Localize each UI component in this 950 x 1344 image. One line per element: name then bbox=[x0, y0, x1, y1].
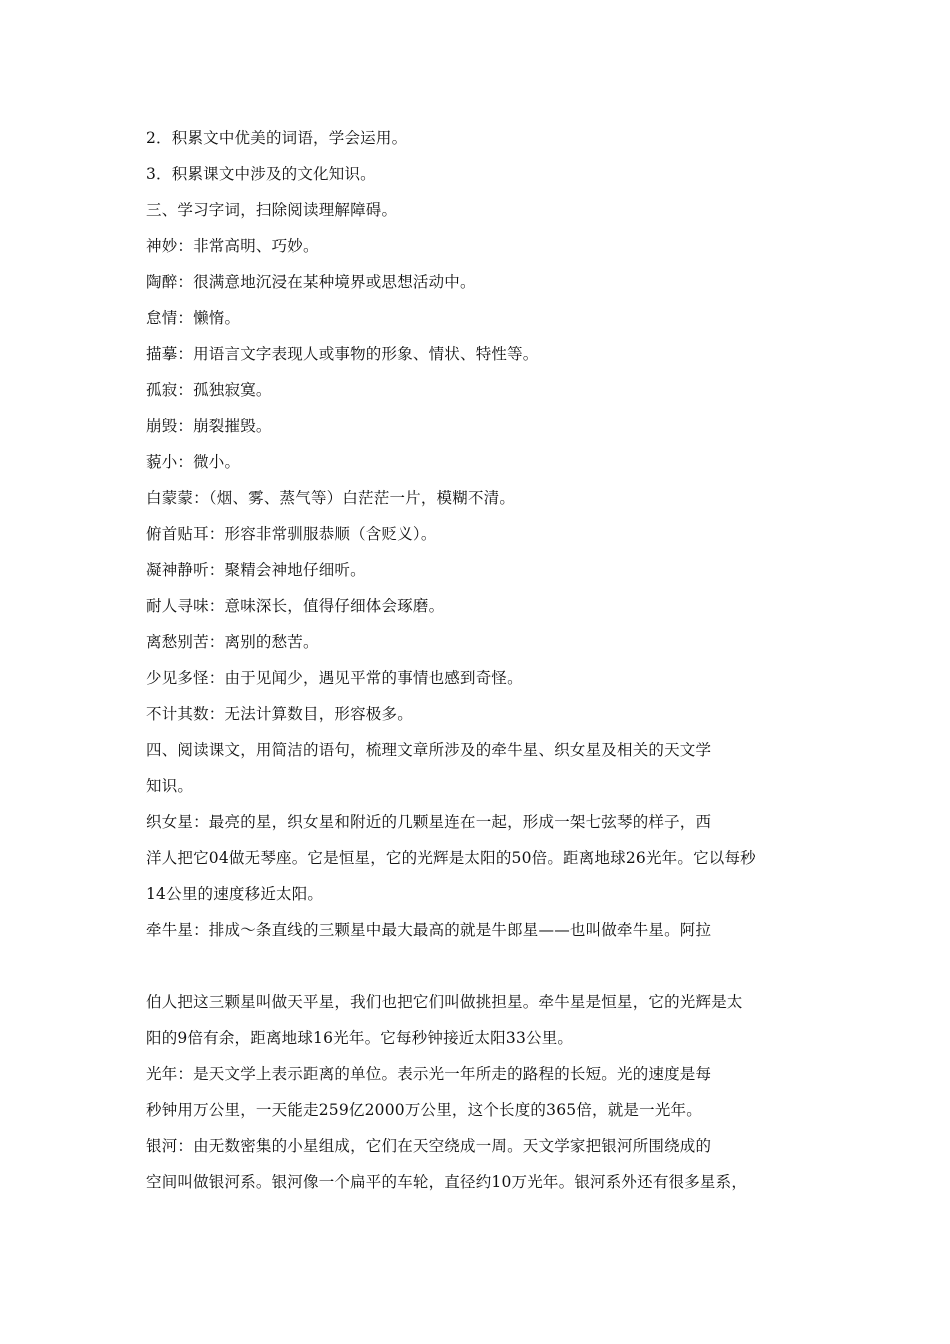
vocab-entry: 凝神静听：聚精会神地仔细听。 bbox=[146, 561, 366, 579]
section-heading: 三、学习字词，扫除阅读理解障碍。 bbox=[146, 201, 398, 219]
text-line: 2．积累文中优美的词语，学会运用。 bbox=[146, 129, 408, 147]
vocab-entry: 崩毁：崩裂摧毁。 bbox=[146, 417, 272, 435]
text-line: 空间叫做银河系。银河像一个扁平的车轮，直径约10万光年。银河系外还有很多星系， bbox=[146, 1173, 748, 1191]
text-line: 伯人把这三颗星叫做天平星，我们也把它们叫做挑担星。牵牛星是恒星，它的光辉是太 bbox=[146, 993, 743, 1011]
text-line: 秒钟用万公里，一天能走259亿2000万公里，这个长度的365倍，就是一光年。 bbox=[146, 1101, 702, 1119]
text-line: 牵牛星：排成～条直线的三颗星中最大最高的就是牛郎星——也叫做牵牛星。阿拉 bbox=[146, 921, 712, 939]
vocab-entry: 孤寂：孤独寂寞。 bbox=[146, 381, 272, 399]
vocab-entry: 陶醉：很满意地沉浸在某种境界或思想活动中。 bbox=[146, 273, 476, 291]
text-line: 阳的9倍有余，距离地球16光年。它每秒钟接近太阳33公里。 bbox=[146, 1029, 574, 1047]
text-line: 3．积累课文中涉及的文化知识。 bbox=[146, 165, 376, 183]
text-line: 织女星：最亮的星，织女星和附近的几颗星连在一起，形成一架七弦琴的样子，西 bbox=[146, 813, 712, 831]
vocab-entry: 耐人寻味：意味深长，值得仔细体会琢磨。 bbox=[146, 597, 445, 615]
vocab-entry: 描摹：用语言文字表现人或事物的形象、情状、特性等。 bbox=[146, 345, 539, 363]
vocab-entry: 怠情：懒惰。 bbox=[146, 309, 241, 327]
text-line: 银河：由无数密集的小星组成，它们在天空绕成一周。天文学家把银河所围绕成的 bbox=[146, 1137, 712, 1155]
vocab-entry: 俯首贴耳：形容非常驯服恭顺（含贬义）。 bbox=[146, 525, 437, 543]
text-line: 光年：是天文学上表示距离的单位。表示光一年所走的路程的长短。光的速度是每 bbox=[146, 1065, 712, 1083]
vocab-entry: 神妙：非常高明、巧妙。 bbox=[146, 237, 319, 255]
vocab-entry: 少见多怪：由于见闻少，遇见平常的事情也感到奇怪。 bbox=[146, 669, 523, 687]
vocab-entry: 离愁别苦：离别的愁苦。 bbox=[146, 633, 319, 651]
text-line: 14公里的速度移近太阳。 bbox=[146, 885, 324, 903]
vocab-entry: 不计其数：无法计算数目，形容极多。 bbox=[146, 705, 413, 723]
vocab-entry: 白蒙蒙：（烟、雾、蒸气等）白茫茫一片，模糊不清。 bbox=[146, 489, 516, 507]
vocab-entry: 藐小：微小。 bbox=[146, 453, 241, 471]
text-line: 知识。 bbox=[146, 777, 194, 795]
text-line: 洋人把它04做无琴座。它是恒星，它的光辉是太阳的50倍。距离地球26光年。它以每秒 bbox=[146, 849, 756, 867]
section-heading: 四、阅读课文，用简洁的语句，梳理文章所涉及的牵牛星、织女星及相关的天文学 bbox=[146, 741, 712, 759]
